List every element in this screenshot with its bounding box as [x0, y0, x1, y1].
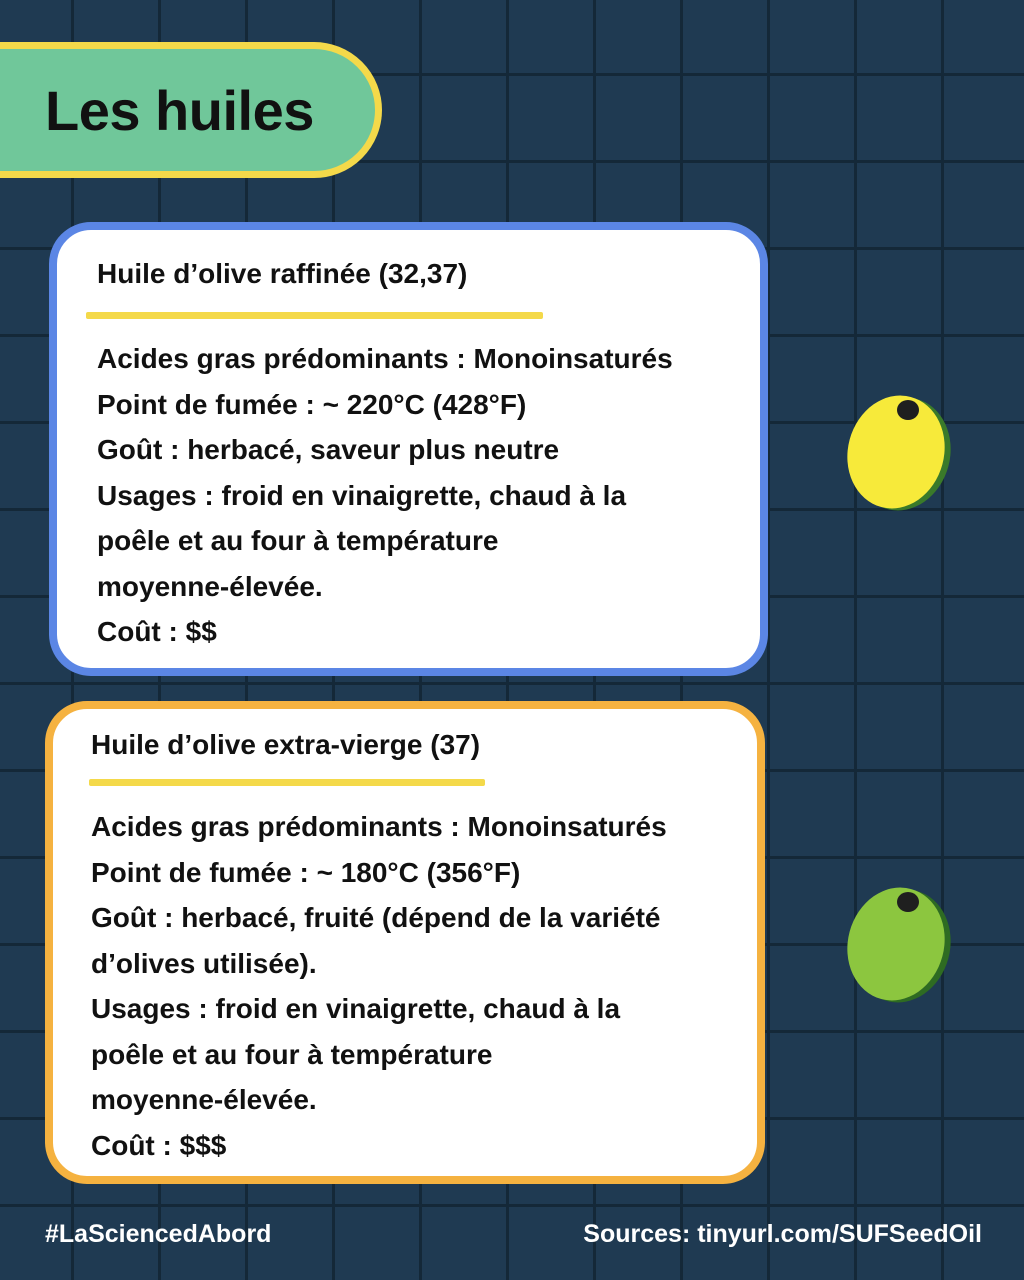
card-title: Huile d’olive extra-vierge (37) [91, 729, 481, 760]
usage-line-continued: poêle et au four à température [91, 1038, 493, 1070]
smoke-point-line: Point de fumée : ~ 220°C (428°F) [97, 388, 527, 420]
refined-olive-oil-card [49, 222, 768, 676]
green-olive-icon [840, 880, 956, 1010]
hashtag: #LaSciencedAbord [45, 1220, 272, 1248]
smoke-point-line: Point de fumée : ~ 180°C (356°F) [91, 856, 521, 888]
title-underline [89, 779, 485, 786]
usage-line-end: moyenne-élevée. [97, 570, 323, 602]
taste-line: Goût : herbacé, saveur plus neutre [97, 434, 560, 465]
fatty-acids-line: Acides gras prédominants : Monoinsaturés [91, 811, 667, 842]
sources-link[interactable]: Sources: tinyurl.com/SUFSeedOil [583, 1220, 982, 1248]
cost-line: Coût : $$$ [91, 1129, 227, 1161]
usage-line-end: moyenne-élevée. [91, 1084, 317, 1115]
card-details [97, 336, 673, 655]
page-title: Les huiles [45, 79, 314, 142]
taste-line-continued: d’olives utilisée). [91, 947, 317, 979]
fatty-acids-line: Acides gras prédominants : Monoinsaturés [97, 343, 673, 374]
yellow-olive-icon [840, 388, 956, 518]
usage-line-continued: poêle et au four à température [97, 525, 499, 556]
card-details [91, 804, 667, 1168]
card-title: Huile d’olive raffinée (32,37) [97, 258, 468, 289]
cost-line: Coût : $$ [97, 616, 217, 647]
taste-line: Goût : herbacé, fruité (dépend de la variété [91, 902, 661, 933]
title-underline [86, 312, 543, 319]
usage-line: Usages : froid en vinaigrette, chaud à la [91, 993, 621, 1024]
extra-virgin-olive-oil-card [45, 701, 765, 1184]
usage-line: Usages : froid en vinaigrette, chaud à la [97, 479, 627, 511]
